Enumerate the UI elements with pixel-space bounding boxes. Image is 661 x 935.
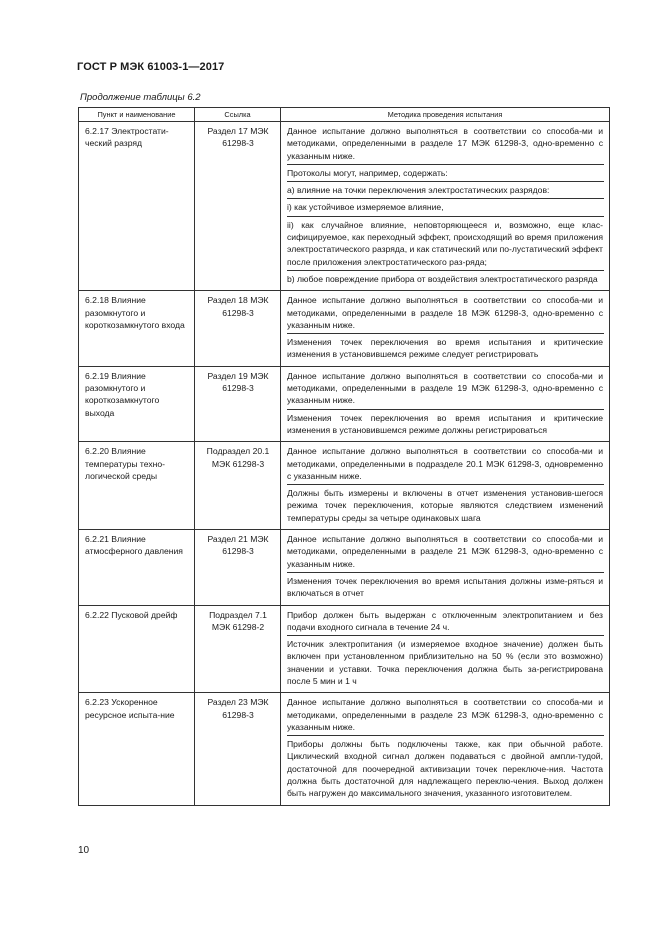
test-methods-table [78,107,610,806]
item-cell: 6.2.20 Влияние температуры техно-логической среды [79,442,195,530]
method-paragraph: Изменения точек переключения во время испытания и критические изменения в установившемся режиме следует регистрировать [287,337,603,360]
method-paragraph: Данное испытание должно выполняться в соответствии со способа-ми и методиками, определенными в подразделе 20.1 МЭК 61298-3, одновременно с указанным ниже. [287,445,604,485]
table-row [79,122,610,291]
document-title: ГОСТ Р МЭК 61003-1—2017 [77,61,225,73]
page-number: 10 [78,845,90,856]
reference-cell: Раздел 17 МЭК 61298-3 [195,122,281,291]
table-row [79,605,610,693]
method-cell [281,530,610,605]
table-header-row [79,108,610,122]
reference-cell: Раздел 18 МЭК 61298-3 [195,291,281,366]
method-paragraph: Изменения точек переключения во время испытания должны изме-ряться и включаться в отчет [287,575,603,599]
table-row [79,530,610,605]
method-paragraph: Протоколы могут, например, содержать: [287,165,604,182]
table-caption: Продолжение таблицы 6.2 [80,92,201,103]
column-header-reference: Ссылка [195,108,281,122]
method-paragraph: Источник электропитания (и измеряемое входное значение) должен быть включен при установленном приблизительно на 50 % (если это возможно) значении и уставки. Точка переключения должна быть за-регистрирована после 5 мин и 1 ч [287,639,603,686]
method-cell [281,442,610,530]
item-cell: 6.2.21 Влияние атмосферного давления [79,530,195,605]
reference-cell: Раздел 23 МЭК 61298-3 [195,693,281,805]
method-paragraph: Данное испытание должно выполняться в соответствии со способа-ми и методиками, определенными в разделе 23 МЭК 61298-3, одно-временно с указанным ниже. [287,696,604,736]
method-paragraph: Изменения точек переключения во время испытания и критические изменения в установившемся режиме должны регистрироваться [287,412,603,435]
table-row [79,366,610,441]
reference-cell: Раздел 21 МЭК 61298-3 [195,530,281,605]
method-cell [281,122,610,291]
method-paragraph: Данное испытание должно выполняться в соответствии со способа-ми и методиками, определенными в разделе 19 МЭК 61298-3, одно-временно с указанным ниже. [287,370,604,410]
method-paragraph: Данное испытание должно выполняться в соответствии со способа-ми и методиками, определенными в разделе 17 МЭК 61298-3, одно-временно с указанным ниже. [287,125,604,165]
column-header-item: Пункт и наименование [79,108,195,122]
method-paragraph: ii) как случайное влияние, неповторяющееся и, возможно, еще клас-сифицируемое, как переходный эффект, происходящий во время приложения электростатического разряда, и как статический или по-лустатический эффект после приложения электростатического раз-ряда; [287,217,604,271]
method-paragraph: Прибор должен быть выдержан с отключенным электропитанием и без подачи входного сигнала в течение 24 ч. [287,609,604,637]
method-paragraph: b) любое повреждение прибора от воздействия электростатического разряда [287,273,598,284]
method-paragraph: Должны быть измерены и включены в отчет изменения установив-шегося режима точек переключения, которые являются следствием изменений температуры среды за четыре одинаковых шага [287,488,603,523]
method-cell [281,605,610,693]
method-paragraph: Данное испытание должно выполняться в соответствии со способа-ми и методиками, определенными в разделе 18 МЭК 61298-3, одно-временно с указанным ниже. [287,294,604,334]
reference-cell: Подраздел 20.1 МЭК 61298-3 [195,442,281,530]
method-paragraph: Данное испытание должно выполняться в соответствии со способа-ми и методиками, определенными в разделе 21 МЭК 61298-3, одно-временно с указанным ниже. [287,533,604,573]
method-paragraph: Приборы должны быть подключены также, как при обычной работе. Циклический входной сигнал должен подаваться с двойной ампли-тудой, достаточной для поочередной активизации точек переключе-ния. Частота должна быть достаточной для надлежащего переклю-чения. Выход должен быть нагружен до максимального значения, указанного изготовителем. [287,739,603,799]
method-cell [281,291,610,366]
item-cell: 6.2.18 Влияние разомкнутого и короткозамкнутого входа [79,291,195,366]
reference-cell: Раздел 19 МЭК 61298-3 [195,366,281,441]
item-cell: 6.2.17 Электростати-ческий разряд [79,122,195,291]
method-cell [281,693,610,805]
table-row [79,442,610,530]
method-paragraph: i) как устойчивое измеряемое влияние, [287,199,604,216]
column-header-method: Методика проведения испытания [281,108,610,122]
table-row [79,291,610,366]
item-cell: 6.2.19 Влияние разомкнутого и короткозамкнутого выхода [79,366,195,441]
item-cell: 6.2.22 Пусковой дрейф [79,605,195,693]
table-row [79,693,610,805]
method-cell [281,366,610,441]
item-cell: 6.2.23 Ускоренное ресурсное испыта-ние [79,693,195,805]
method-paragraph: а) влияние на точки переключения электростатических разрядов: [287,182,604,199]
reference-cell: Подраздел 7.1 МЭК 61298-2 [195,605,281,693]
